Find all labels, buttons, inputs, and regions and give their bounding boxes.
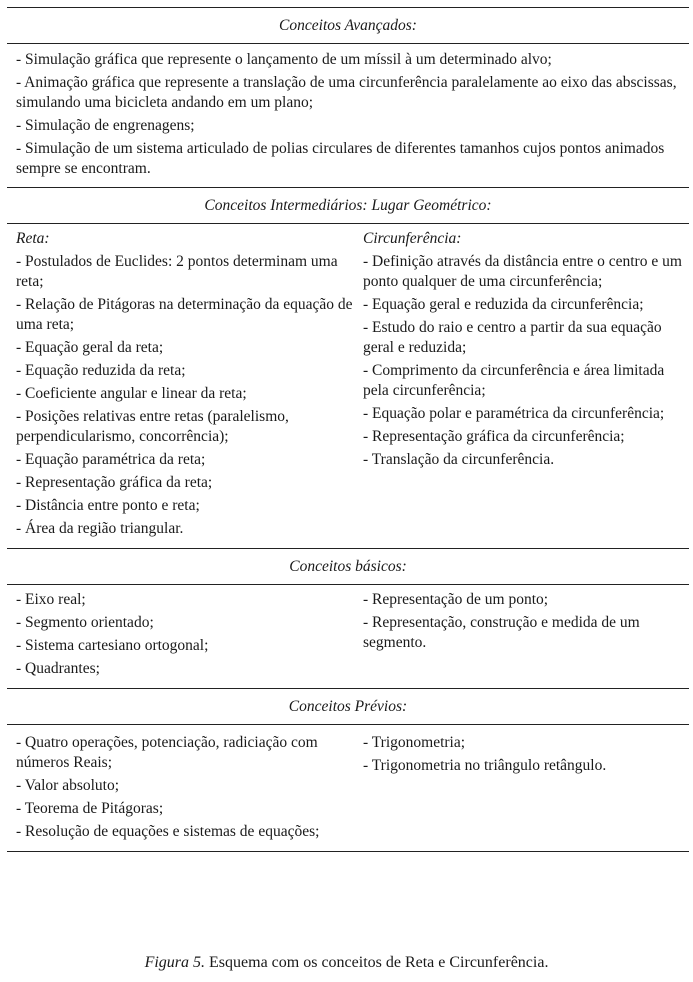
list-item: - Trigonometria;	[363, 734, 466, 751]
list-item: - Valor absoluto;	[16, 777, 120, 794]
basic-left-column	[16, 590, 363, 682]
intermediate-section	[7, 188, 689, 549]
list-item: - Representação, construção e medida de um segmento.	[363, 614, 640, 651]
list-item: - Distância entre ponto e reta;	[16, 497, 200, 514]
list-item: - Definição através da distância entre o centro e um ponto qualquer de uma circunferência;	[363, 253, 682, 290]
list-item: - Representação gráfica da circunferência;	[363, 428, 625, 445]
list-item: - Posições relativas entre retas (paralelismo, perpendicularismo, concorrência);	[16, 408, 289, 445]
list-item: - Trigonometria no triângulo retângulo.	[363, 757, 607, 774]
list-item: - Comprimento da circunferência e área limitada pela circunferência;	[363, 362, 665, 399]
basic-columns	[7, 585, 689, 688]
advanced-list	[7, 44, 689, 187]
list-item: - Resolução de equações e sistemas de equações;	[16, 823, 320, 840]
list-item: - Estudo do raio e centro a partir da sua equação geral e reduzida;	[363, 319, 662, 356]
list-item: - Animação gráfica que represente a translação de uma circunferência paralelamente ao eixo das abscissas, simulando uma bicicleta andando em um plano;	[16, 74, 677, 111]
figure-label: Figura 5.	[144, 954, 206, 971]
circle-column	[363, 229, 688, 542]
previous-section	[7, 689, 689, 852]
concept-scheme-table	[7, 7, 689, 852]
list-item: - Simulação de engrenagens;	[16, 117, 195, 134]
previous-right-column	[363, 733, 688, 845]
previous-title: Conceitos Prévios:	[7, 689, 689, 725]
list-item: - Coeficiente angular e linear da reta;	[16, 385, 247, 402]
list-item: - Postulados de Euclides: 2 pontos determinam uma reta;	[16, 253, 338, 290]
previous-columns	[7, 725, 689, 851]
list-item: - Teorema de Pitágoras;	[16, 800, 164, 817]
intermediate-columns	[7, 224, 689, 548]
list-item: - Equação polar e paramétrica da circunferência;	[363, 405, 665, 422]
list-item: - Simulação de um sistema articulado de polias circulares de diferentes tamanhos cujos pontos animados sempre se encontram.	[16, 140, 665, 177]
list-item: - Sistema cartesiano ortogonal;	[16, 637, 209, 654]
advanced-title: Conceitos Avançados:	[7, 8, 689, 44]
line-column	[16, 229, 363, 542]
list-item: - Representação de um ponto;	[363, 591, 549, 608]
advanced-section	[7, 8, 689, 188]
list-item: - Área da região triangular.	[16, 520, 184, 537]
line-column-title: Reta:	[16, 230, 50, 247]
list-item: - Quatro operações, potenciação, radiciação com números Reais;	[16, 734, 318, 771]
figure-caption-text: Esquema com os conceitos de Reta e Circunferência.	[205, 954, 549, 971]
list-item: - Representação gráfica da reta;	[16, 474, 213, 491]
list-item: - Quadrantes;	[16, 660, 100, 677]
basic-right-column	[363, 590, 688, 682]
basic-title: Conceitos básicos:	[7, 549, 689, 585]
list-item: - Equação geral e reduzida da circunferência;	[363, 296, 644, 313]
list-item: - Translação da circunferência.	[363, 451, 555, 468]
circle-column-title: Circunferência:	[363, 230, 462, 247]
list-item: - Eixo real;	[16, 591, 86, 608]
list-item: - Simulação gráfica que represente o lançamento de um míssil à um determinado alvo;	[16, 51, 552, 68]
basic-section	[7, 549, 689, 689]
intermediate-title: Conceitos Intermediários: Lugar Geométrico:	[7, 188, 689, 224]
figure-caption	[0, 952, 693, 974]
list-item: - Segmento orientado;	[16, 614, 154, 631]
list-item: - Equação geral da reta;	[16, 339, 164, 356]
list-item: - Equação reduzida da reta;	[16, 362, 186, 379]
list-item: - Equação paramétrica da reta;	[16, 451, 206, 468]
previous-left-column	[16, 733, 363, 845]
list-item: - Relação de Pitágoras na determinação da equação de uma reta;	[16, 296, 353, 333]
